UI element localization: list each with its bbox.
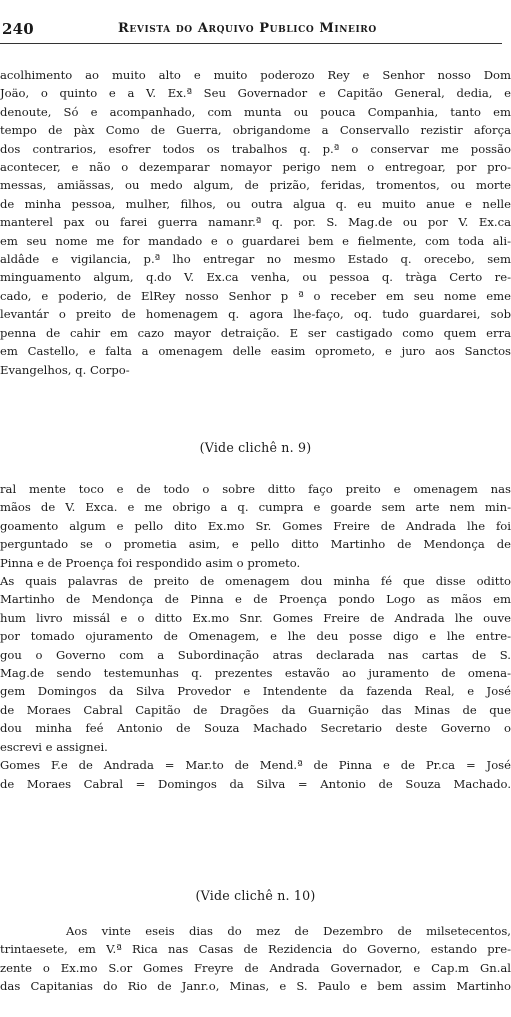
text-block-3 (0, 922, 511, 996)
text-block-2 (0, 480, 511, 793)
text-line: em seu nome me for mandado e o guardarei bem e fielmente, com toda ali- (0, 233, 511, 248)
text-line: Aos vinte eseis dias do mez de Dezembro de milsetecentos, (66, 924, 511, 938)
text-line: As quais palavras de preito de omenagem dou minha fé que disse oditto (0, 574, 511, 589)
text-line: dou minha feé Antonio de Souza Machado Secretario deste Governo o (0, 721, 511, 736)
text-line: aldâde e vigilancia, p.ª lho entregar no mesmo Estado q. orecebo, sem (0, 252, 511, 267)
header-rule (0, 43, 502, 44)
signature-line: Gomes F.e de Andrada = Mar.to de Mend.ª de Pinna e de Pr.ca = José (0, 758, 511, 773)
text-line: messas, amiãssas, ou medo algum, de prizão, feridas, tromentos, ou morte (0, 178, 511, 193)
text-block-1 (0, 66, 511, 379)
running-head: Revista do Arquivo Publico Mineiro (118, 21, 377, 36)
signature-line: de Moraes Cabral = Domingos da Silva = Antonio de Souza Machado. (0, 776, 511, 791)
figure-reference-caption: (Vide clichê n. 9) (199, 440, 312, 455)
text-line: Mag.de sendo testemunhas q. prezentes estavão ao juramento de omena- (0, 666, 511, 681)
page-number: 240 (2, 20, 34, 38)
text-line: das Capitanias do Rio de Janr.o, Minas, e S. Paulo e bem assim Martinho (0, 979, 511, 994)
text-line: levantár o preito de homenagem q. agora lhe-faço, oq. tudo guardarei, sob (0, 307, 511, 322)
text-line: acolhimento ao muito alto e muito poderozo Rey e Senhor nosso Dom (0, 68, 511, 82)
text-line: por tomado ojuramento de Omenagem, e lhe deu posse digo e lhe entre- (0, 629, 511, 644)
text-line: acontecer, e não o dezemparar nomayor perigo nem o entregoar, por pro- (0, 160, 511, 175)
text-line: dos contrarios, esofrer todos os trabalhos q. p.ª o conservar me possão (0, 141, 511, 156)
text-line: manterel pax ou farei guerra namanr.ª q. por. S. Mag.de ou por V. Ex.ca (0, 215, 511, 230)
page-header (0, 18, 511, 40)
text-line: zente o Ex.mo S.or Gomes Freyre de Andrada Governador, e Cap.m Gn.al (0, 960, 511, 975)
text-line: cado, e poderio, de ElRey nosso Senhor p ª o receber em seu nome eme (0, 288, 511, 303)
text-line: de minha pessoa, mulher, filhos, ou outra algua q. eu muito anue e nelle (0, 196, 511, 211)
text-line: ral mente toco e de todo o sobre ditto faço preito e omenagem nas (0, 482, 511, 496)
figure-reference-caption: (Vide clichê n. 10) (195, 888, 316, 903)
text-line: mãos de V. Exca. e me obrigo a q. cumpra e goarde sem arte nem min- (0, 500, 511, 515)
text-line: em Castello, e falta a omenagem delle easim oprometo, e juro aos Sanctos (0, 344, 511, 359)
text-line: Pinna e de Proença foi respondido asim o prometo. (0, 555, 301, 570)
text-line: gem Domingos da Silva Provedor e Intendente da fazenda Real, e José (0, 684, 511, 699)
text-line: goamento algum e pello dito Ex.mo Sr. Gomes Freire de Andrada lhe foi (0, 518, 511, 533)
text-line: hum livro missál e o ditto Ex.mo Snr. Gomes Freire de Andrada lhe ouve (0, 610, 511, 625)
text-line: gou o Governo com a Subordinação atras declarada nas cartas de S. (0, 647, 511, 662)
text-line: tempo de pàx Como de Guerra, obrigandome a Conservallo rezistir aforça (0, 123, 511, 138)
text-line: denoute, Só e acompanhado, com munta ou pouca Companhia, tanto em (0, 104, 511, 119)
text-line: de Moraes Cabral Capitão de Dragões da Guarnição das Minas de que (0, 702, 511, 717)
text-line: penna de cahir em cazo mayor detraição. E ser castigado como quem erra (0, 325, 511, 340)
text-line: escrevi e assignei. (0, 739, 108, 754)
text-line: trintaesete, em V.ª Rica nas Casas de Rezidencia do Governo, estando pre- (0, 942, 511, 957)
text-line: Joäo, o quinto e a V. Ex.ª Seu Governador e Capitão General, dedia, e (0, 86, 511, 101)
text-line: Martinho de Mendonça de Pinna e de Proença pondo Logo as mãos em (0, 592, 511, 607)
text-line: minguamento algum, q.do V. Ex.ca venha, ou pessoa q. tràga Certo re- (0, 270, 511, 285)
text-line: Evangelhos, q. Corpo- (0, 362, 130, 377)
text-line: perguntado se o prometia asim, e pello ditto Martinho de Mendonça de (0, 537, 511, 552)
